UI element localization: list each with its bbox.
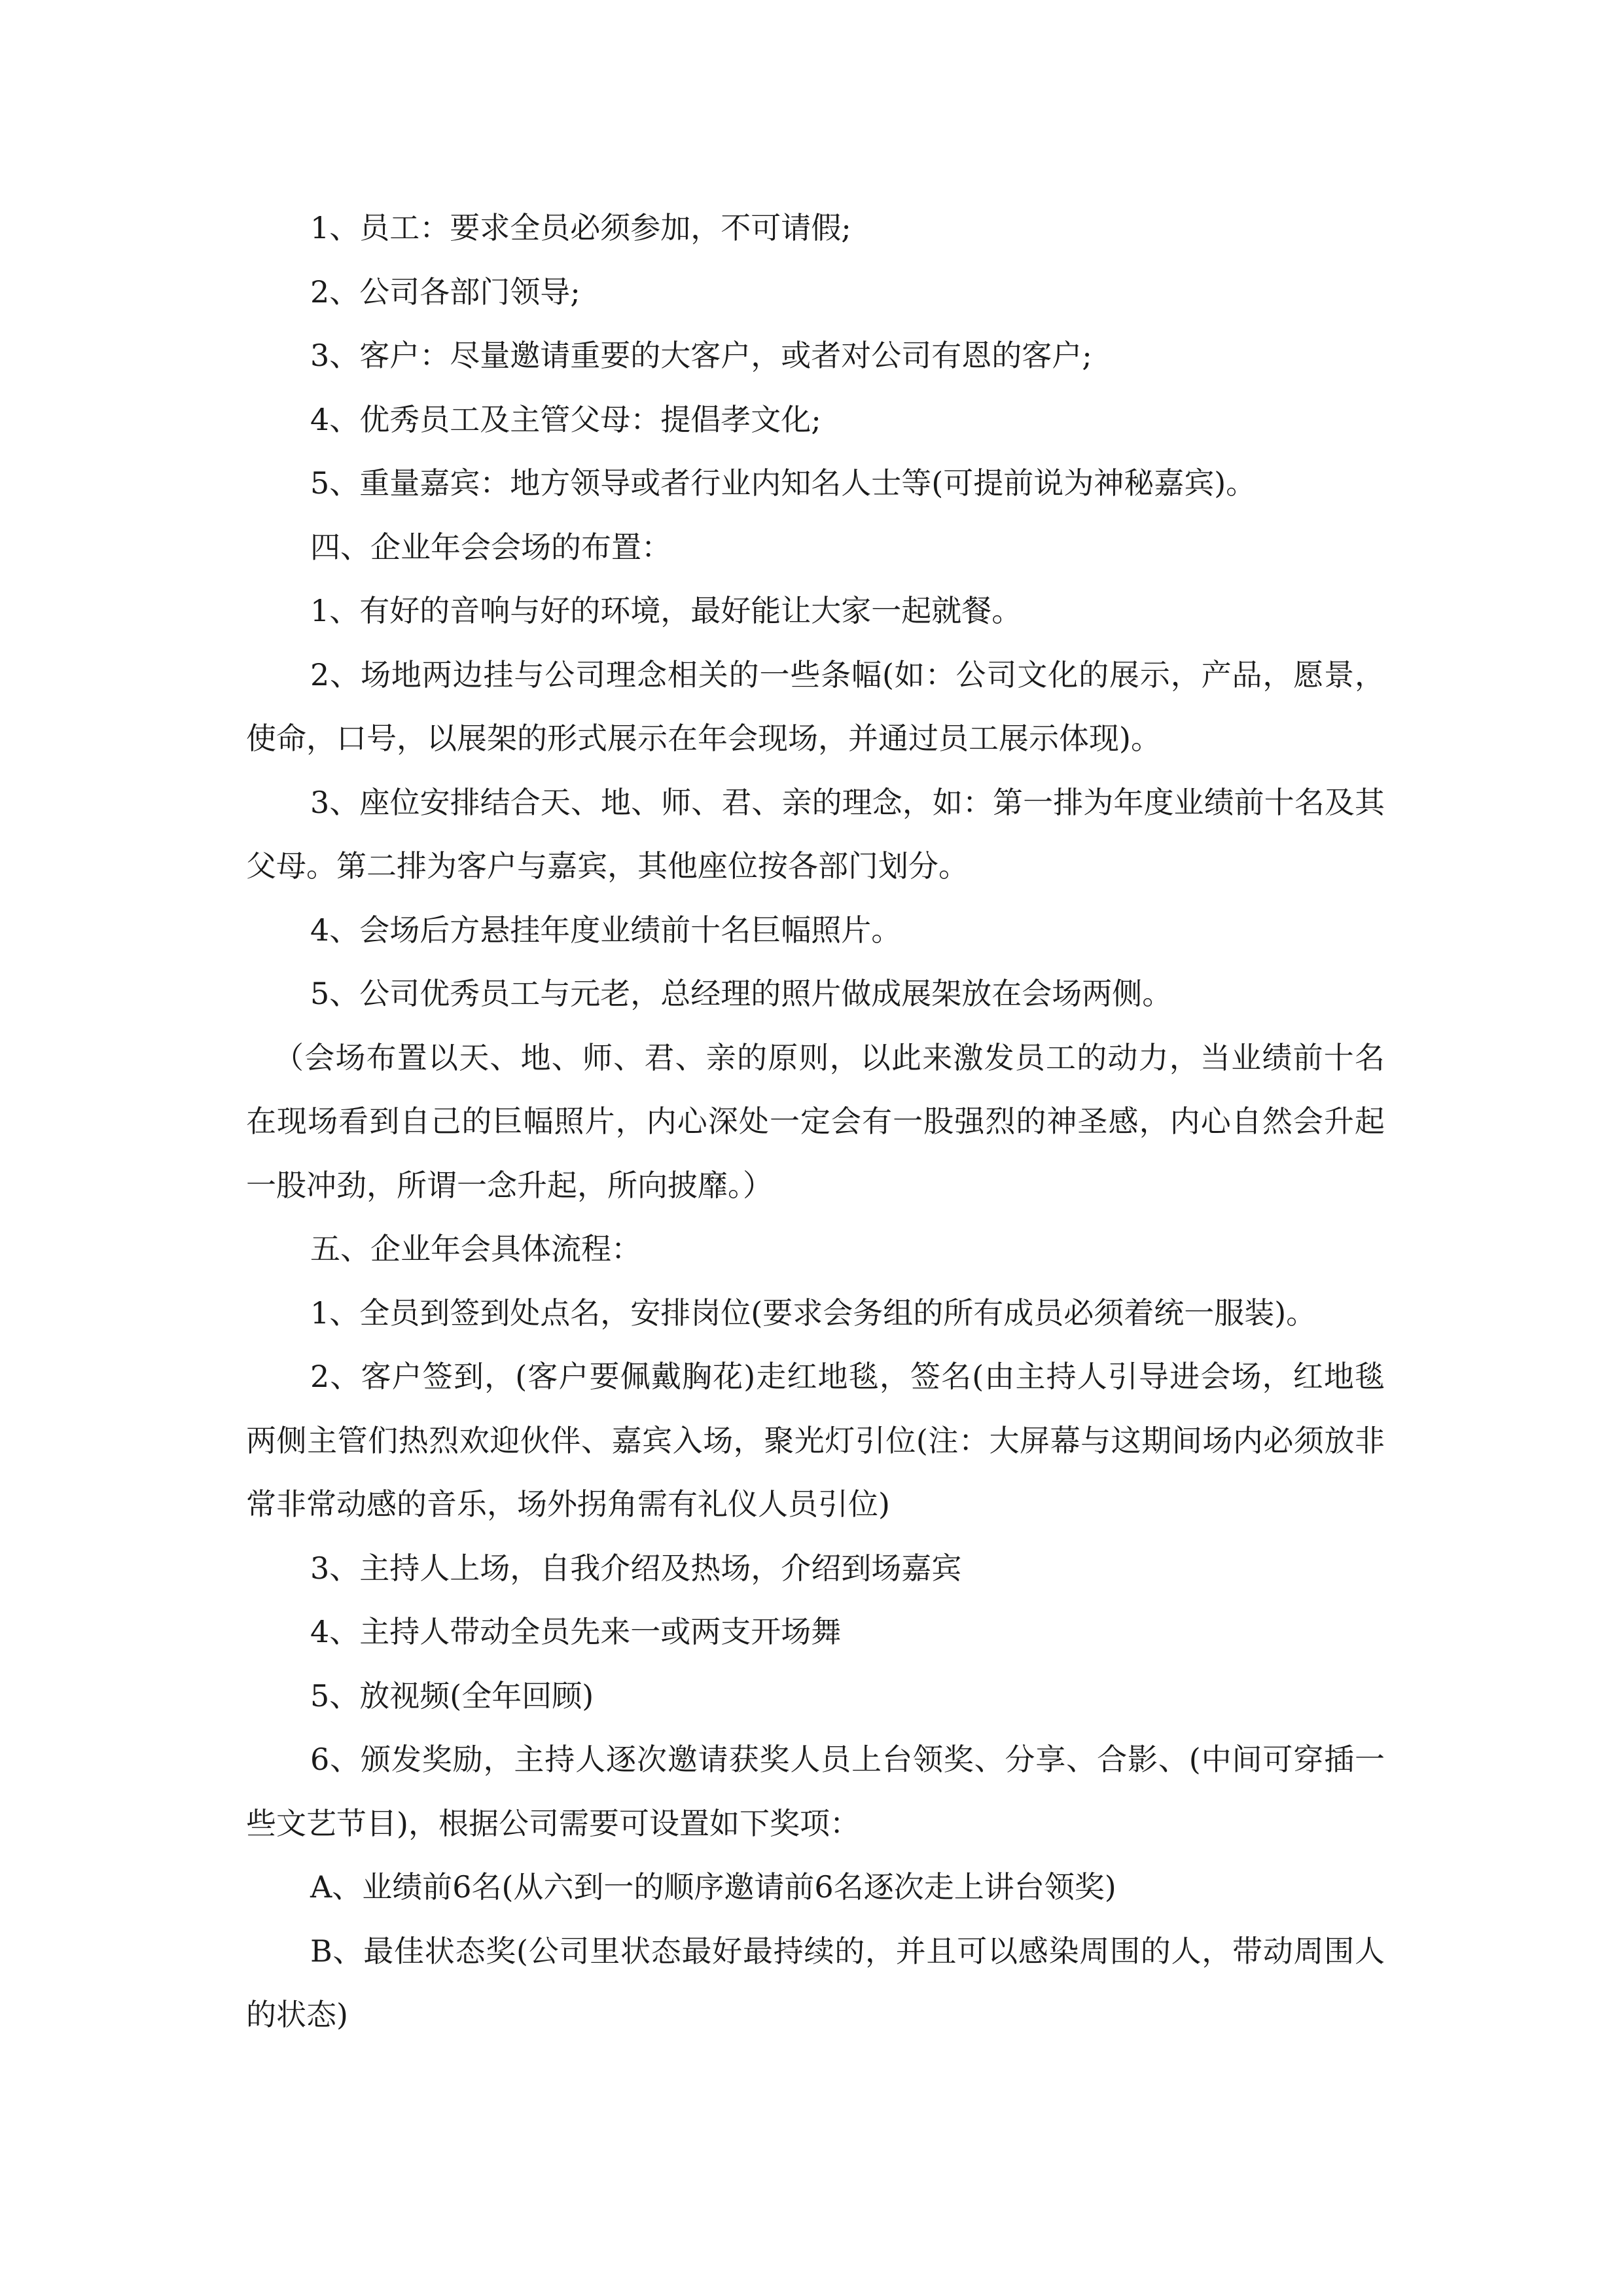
paragraph: 4、会场后方悬挂年度业绩前十名巨幅照片。	[310, 912, 902, 948]
paragraph: 3、客户：尽量邀请重要的大客户，或者对公司有恩的客户;	[310, 338, 1092, 373]
paragraph: 6、颁发奖励，主持人逐次邀请获奖人员上台领奖、分享、合影、(中间可穿插一些文艺节目)，根据公司需要可设置如下奖项：	[246, 1742, 1385, 1841]
paragraph: B、最佳状态奖(公司里状态最好最持续的，并且可以感染周围的人，带动周围人的状态)	[246, 1933, 1385, 2032]
section-heading: 五、企业年会具体流程：	[310, 1231, 641, 1266]
paragraph: 2、场地两边挂与公司理念相关的一些条幅(如：公司文化的展示，产品，愿景，使命，口号，以展架的形式展示在年会现场，并通过员工展示体现)。	[246, 656, 1385, 756]
paragraph: 3、座位安排结合天、地、师、君、亲的理念，如：第一排为年度业绩前十名及其父母。第二排为客户与嘉宾，其他座位按各部门划分。	[246, 784, 1385, 884]
paragraph: A、业绩前6名(从六到一的顺序邀请前6名逐次走上讲台领奖)	[310, 1869, 1116, 1905]
paragraph: 1、有好的音响与好的环境，最好能让大家一起就餐。	[310, 593, 1022, 628]
paragraph: 3、主持人上场，自我介绍及热场，介绍到场嘉宾	[310, 1550, 962, 1586]
document-body	[246, 196, 1385, 2047]
section-heading: 四、企业年会会场的布置：	[310, 529, 671, 565]
paragraph: 2、公司各部门领导;	[310, 274, 580, 310]
note-paragraph: （会场布置以天、地、师、君、亲的原则，以此来激发员工的动力，当业绩前十名在现场看到自己的巨幅照片，内心深处一定会有一股强烈的神圣感，内心自然会升起一股冲劲，所谓一念升起，所向披靡。）	[246, 1039, 1385, 1203]
paragraph: 5、放视频(全年回顾)	[310, 1677, 594, 1713]
paragraph: 5、公司优秀员工与元老，总经理的照片做成展架放在会场两侧。	[310, 976, 1173, 1011]
paragraph: 1、员工：要求全员必须参加，不可请假;	[310, 210, 851, 245]
paragraph: 1、全员到签到处点名，安排岗位(要求会务组的所有成员必须着统一服装)。	[310, 1295, 1317, 1331]
paragraph: 4、主持人带动全员先来一或两支开场舞	[310, 1614, 842, 1649]
paragraph: 2、客户签到，(客户要佩戴胸花)走红地毯，签名(由主持人引导进会场，红地毯两侧主管们热烈欢迎伙伴、嘉宾入场，聚光灯引位(注：大屏幕与这期间场内必须放非常非常动感的音乐，场外拐角需有礼仪人员引位)	[246, 1359, 1385, 1522]
paragraph: 4、优秀员工及主管父母：提倡孝文化;	[310, 401, 821, 437]
paragraph: 5、重量嘉宾：地方领导或者行业内知名人士等(可提前说为神秘嘉宾)。	[310, 465, 1257, 501]
